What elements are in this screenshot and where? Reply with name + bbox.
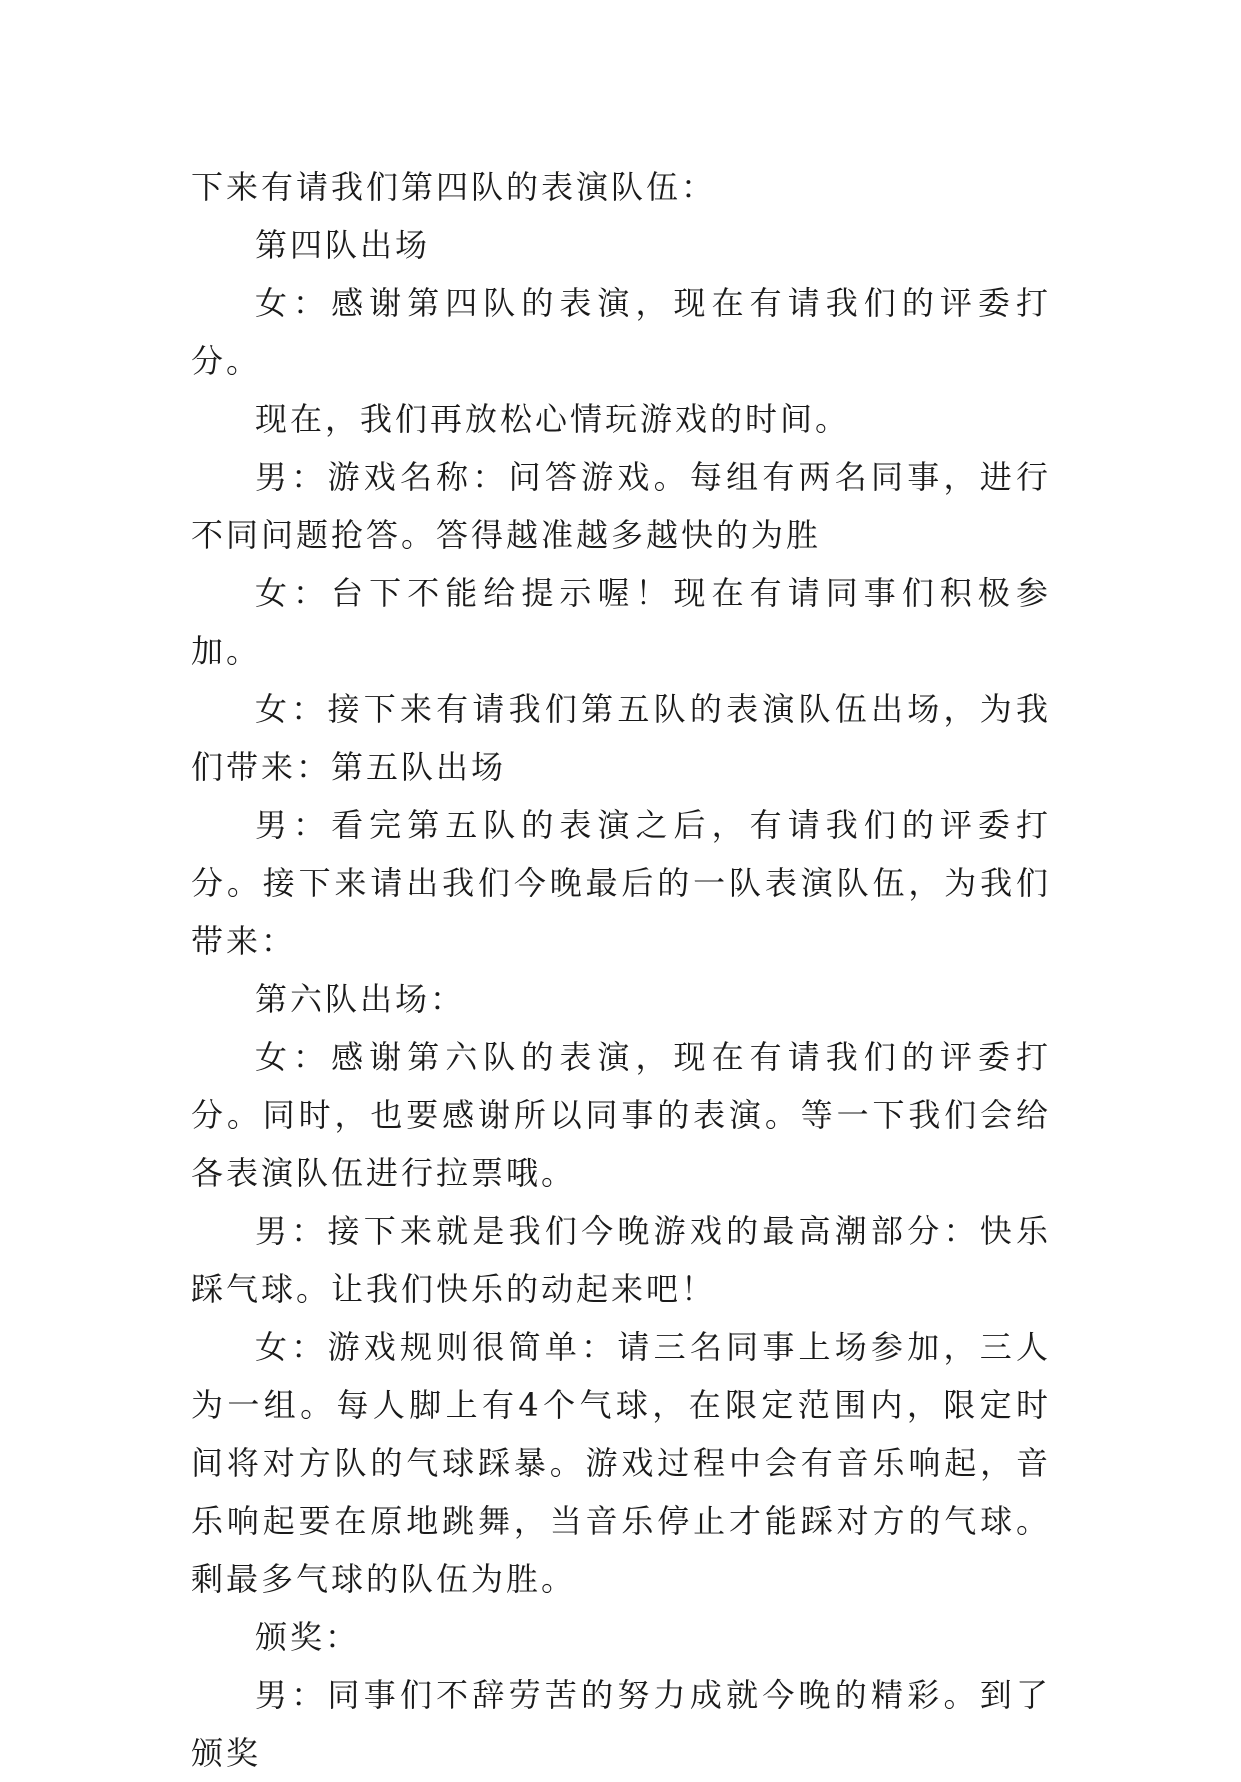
paragraph: 男：看完第五队的表演之后，有请我们的评委打分。接下来请出我们今晚最后的一队表演队伍，为我们带来：	[191, 806, 1051, 960]
paragraph: 下来有请我们第四队的表演队伍：	[191, 168, 717, 206]
paragraph: 女：感谢第四队的表演，现在有请我们的评委打分。	[191, 284, 1051, 380]
document-body	[191, 158, 1051, 1782]
paragraph: 男：接下来就是我们今晚游戏的最高潮部分：快乐踩气球。让我们快乐的动起来吧！	[191, 1212, 1051, 1308]
paragraph: 女：接下来有请我们第五队的表演队伍出场，为我们带来：第五队出场	[191, 690, 1051, 786]
paragraph: 颁奖：	[255, 1618, 361, 1656]
paragraph: 第六队出场：	[255, 980, 466, 1018]
paragraph: 现在，我们再放松心情玩游戏的时间。	[255, 400, 851, 438]
paragraph: 女：台下不能给提示喔！现在有请同事们积极参加。	[191, 574, 1051, 670]
paragraph: 女：感谢第六队的表演，现在有请我们的评委打分。同时，也要感谢所以同事的表演。等一下我们会给各表演队伍进行拉票哦。	[191, 1038, 1051, 1192]
paragraph: 男：游戏名称：问答游戏。每组有两名同事，进行不同问题抢答。答得越准越多越快的为胜	[191, 458, 1051, 554]
paragraph: 女：游戏规则很简单：请三名同事上场参加，三人为一组。每人脚上有4个气球，在限定范围内，限定时间将对方队的气球踩暴。游戏过程中会有音乐响起，音乐响起要在原地跳舞，当音乐停止才能踩对方的气球。剩最多气球的队伍为胜。	[191, 1328, 1051, 1598]
paragraph: 男：同事们不辞劳苦的努力成就今晚的精彩。到了颁奖	[191, 1676, 1051, 1772]
paragraph: 第四队出场	[255, 226, 431, 264]
